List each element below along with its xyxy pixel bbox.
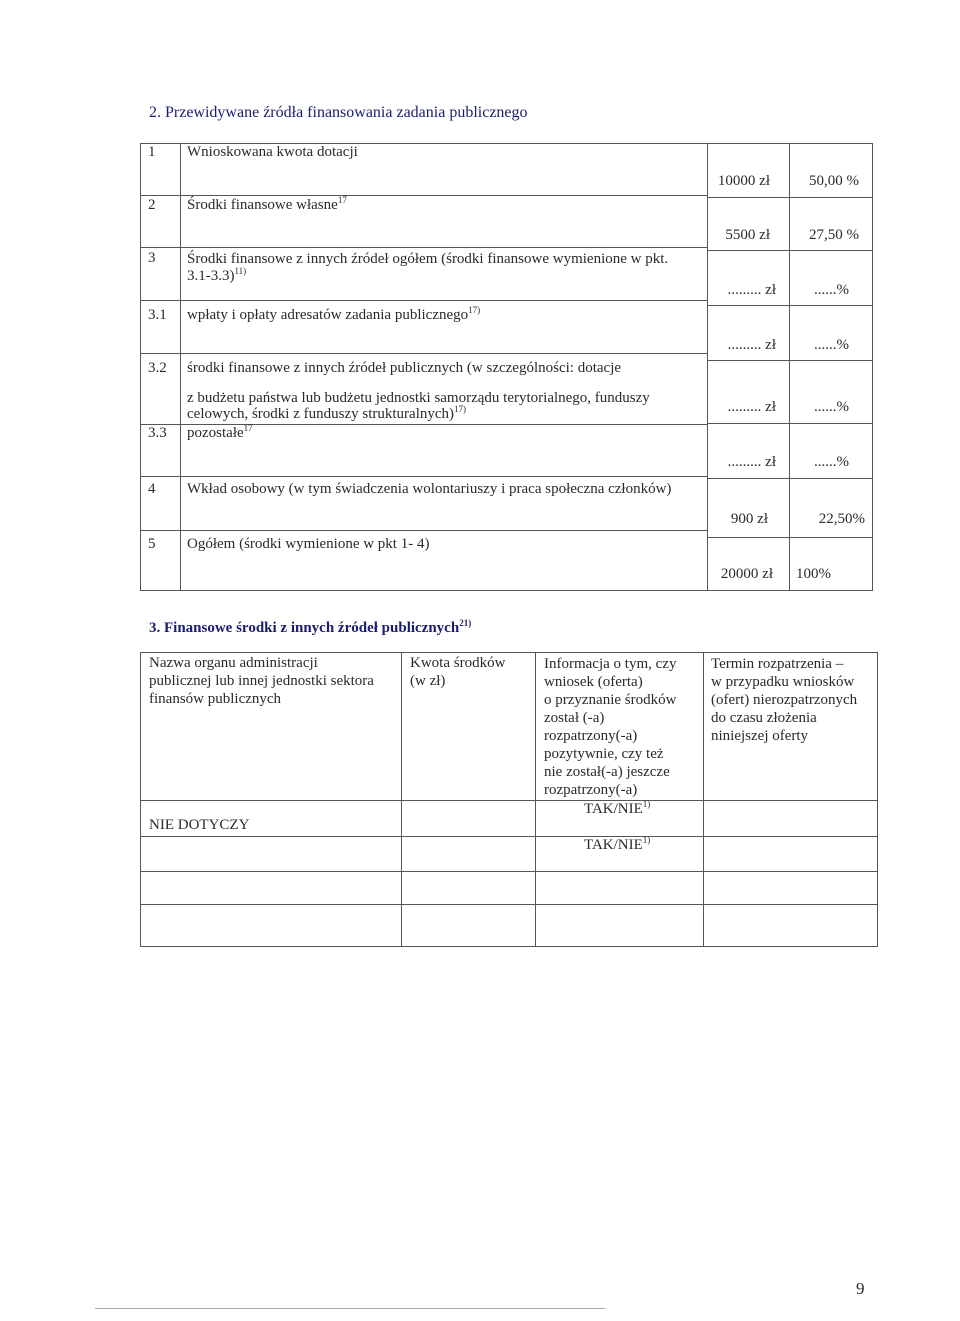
row-number: 5 [148,536,156,552]
row-label: pozostałe$^{17}$ [187,423,253,441]
row-amount: ......... zł [727,454,776,470]
column-header-info-line-2: wniosek (oferta) [544,674,643,690]
row-percent: ......% [814,399,849,415]
column-header-info-line-4: został (-a) [544,710,605,726]
row-number: 2 [148,197,156,213]
row-percent: ......% [814,282,849,298]
row-label: wpłaty i opłaty adresatów zadania publicznego$^{17)}$ [187,305,481,323]
row-label-line-3: celowych, środki z funduszy strukturalnych)$^{17)}$ [187,404,467,422]
row-number: 3 [148,250,156,266]
row-label-line-1: środki finansowe z innych źródeł publicznych (w szczególności: dotacje [187,360,622,376]
row-number: 1 [148,144,156,160]
column-header-amount-line-2: (w zł) [410,673,446,689]
page-number: 9 [856,1279,865,1298]
row-label-line-2: z budżetu państwa lub budżetu jednostki samorządu terytorialnego, funduszy [187,390,650,406]
row-percent: 50,00 % [809,173,859,189]
row-amount: 20000 zł [720,566,773,582]
row-number: 3.2 [148,360,167,376]
row-percent: 22,50% [818,511,865,527]
row-number: 3.1 [148,307,167,323]
row-amount: ......... zł [727,337,776,353]
row-label: Środki finansowe własne$^{17}$ [187,195,347,213]
row-number: 4 [148,481,156,497]
row-amount: ......... zł [727,282,776,298]
row-label: Wkład osobowy (w tym świadczenia wolontariuszy i praca społeczna członków) [187,481,672,497]
column-header-info-line-7: nie został(-a) jeszcze [544,764,670,780]
section-2-heading: 2. Przewidywane źródła finansowania zadania publicznego [149,104,528,121]
footer-rule [95,1308,605,1309]
row-authority-name: NIE DOTYCZY [149,817,250,833]
column-header-amount-line-1: Kwota środków [410,655,506,671]
section-3-heading: 3. Finansowe środki z innych źródeł publicznych$^{21)}$ [149,618,472,636]
row-status: TAK/NIE$^{1)}$ [584,799,651,817]
column-header-authority-line-3: finansów publicznych [149,691,282,707]
column-header-deadline-line-3: (ofert) nierozpatrzonych [711,692,858,708]
row-label: Wnioskowana kwota dotacji [187,144,358,160]
row-percent: ......% [814,337,849,353]
column-header-authority-line-2: publicznej lub innej jednostki sektora [149,673,374,689]
row-percent: 27,50 % [809,227,859,243]
row-amount: ......... zł [727,399,776,415]
column-header-authority-line-1: Nazwa organu administracji [149,655,318,671]
row-amount: 5500 zł [725,227,770,243]
row-status: TAK/NIE$^{1)}$ [584,835,651,853]
column-header-info-line-1: Informacja o tym, czy [544,656,677,672]
row-percent: ......% [814,454,849,470]
column-header-deadline-line-1: Termin rozpatrzenia – [711,656,844,672]
row-amount: 10000 zł [717,173,770,189]
row-label-line-2: 3.1-3.3)$^{11)}$ [187,266,247,284]
column-header-info-line-3: o przyznanie środków [544,692,677,708]
column-header-deadline-line-5: niniejszej oferty [711,728,809,744]
row-amount: 900 zł [730,511,768,527]
row-number: 3.3 [148,425,167,441]
row-label: Ogółem (środki wymienione w pkt 1- 4) [187,536,430,552]
column-header-info-line-5: rozpatrzony(-a) [544,728,638,744]
column-header-info-line-6: pozytywnie, czy też [544,746,664,762]
column-header-deadline-line-2: w przypadku wniosków [711,674,855,690]
column-header-info-line-8: rozpatrzony(-a) [544,782,638,798]
column-header-deadline-line-4: do czasu złożenia [711,710,817,726]
row-label-line-1: Środki finansowe z innych źródeł ogółem (środki finansowe wymienione w pkt. [187,251,669,267]
row-percent: 100% [796,566,831,582]
